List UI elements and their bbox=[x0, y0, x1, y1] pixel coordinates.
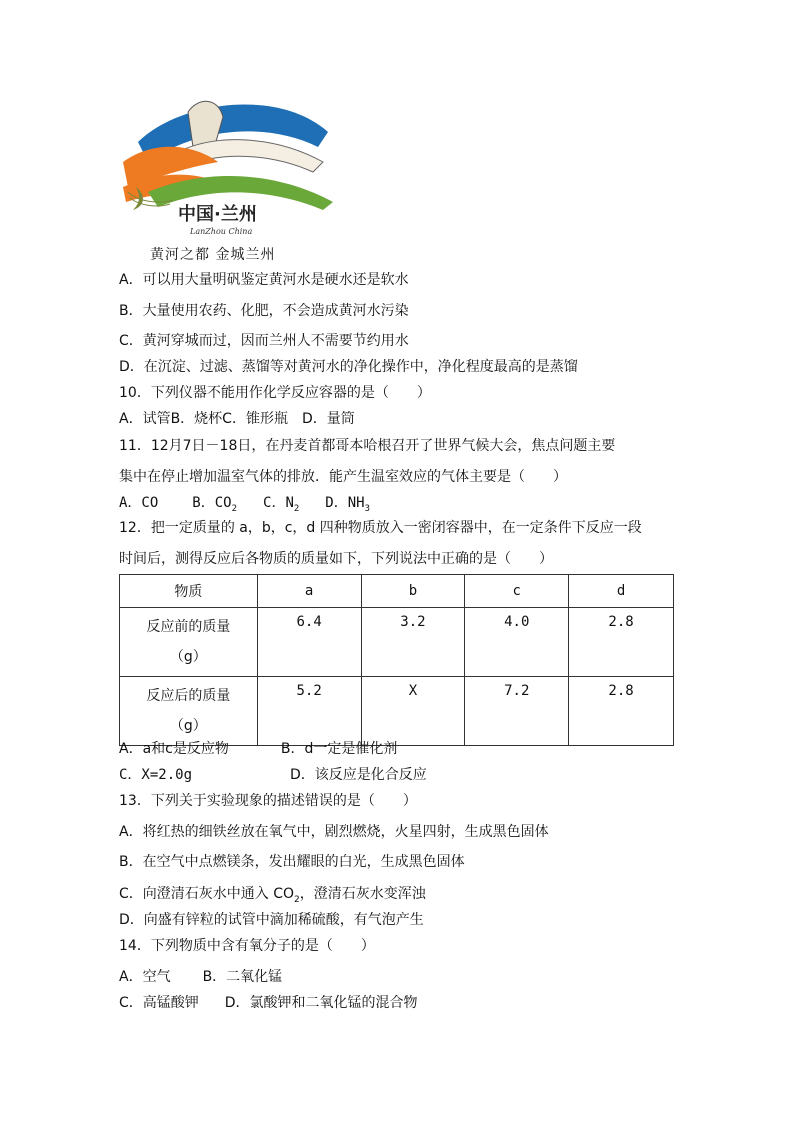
q14-option-c: C．高锰酸钾 bbox=[119, 995, 199, 1011]
q12-stem-line1: 12．把一定质量的 a，b，c，d 四种物质放入一密闭容器中，在一定条件下反应一段 bbox=[119, 520, 642, 536]
q14-stem: 14．下列物质中含有氧分子的是（ ） bbox=[119, 938, 375, 954]
q11-option-c: C．$N_2$ bbox=[263, 495, 300, 514]
q14-option-a: A．空气 bbox=[119, 969, 171, 985]
table-header-cell: c bbox=[465, 575, 569, 608]
q12-option-a: A．a和c是反应物 bbox=[119, 741, 229, 757]
q9-option-d: D．在沉淀、过滤、蒸馏等对黄河水的净化操作中，净化程度最高的是蒸馏 bbox=[119, 359, 578, 375]
q9-option-a: A．可以用大量明矾鉴定黄河水是硬水还是软水 bbox=[119, 272, 409, 288]
q12-data-table bbox=[119, 574, 674, 746]
table-row-label: 反应后的质量 （g） bbox=[120, 677, 258, 746]
q10-stem: 10．下列仪器不能用作化学反应容器的是（ ） bbox=[119, 385, 431, 401]
table-cell: 7.2 bbox=[465, 677, 569, 746]
table-header-row bbox=[120, 575, 674, 608]
table-header-cell: d bbox=[569, 575, 674, 608]
q13-option-c: C．向澄清石灰水中通入 $CO_2$，澄清石灰水变浑浊 bbox=[119, 886, 426, 905]
logo-text-cn: 中国·兰州 bbox=[178, 204, 257, 225]
table-cell: X bbox=[361, 677, 465, 746]
q14-option-d: D．氯酸钾和二氧化锰的混合物 bbox=[224, 995, 418, 1011]
q12-stem-line2: 时间后，测得反应后各物质的质量如下，下列说法中正确的是（ ） bbox=[119, 551, 553, 567]
table-cell: 2.8 bbox=[569, 677, 674, 746]
q11-option-a: A．CO bbox=[119, 495, 159, 511]
table-cell: 5.2 bbox=[257, 677, 361, 746]
table-cell: 3.2 bbox=[361, 608, 465, 677]
table-header-cell: 物质 bbox=[120, 575, 258, 608]
q11-stem-line1: 11．12月7日－18日，在丹麦首都哥本哈根召开了世界气候大会，焦点问题主要 bbox=[119, 438, 616, 454]
q10-options: A．试管B．烧杯C．锥形瓶 D．量筒 bbox=[119, 411, 355, 427]
table-header-cell: b bbox=[361, 575, 465, 608]
table-cell: 4.0 bbox=[465, 608, 569, 677]
logo-caption: 黄河之都 金城兰州 bbox=[150, 247, 276, 263]
q14-options-row1 bbox=[119, 968, 282, 986]
q12-options-row1 bbox=[119, 740, 397, 758]
table-row bbox=[120, 677, 674, 746]
q13-option-a: A．将红热的细铁丝放在氧气中，剧烈燃烧，火星四射，生成黑色固体 bbox=[119, 824, 549, 840]
q12-option-c: C．X=2.0g bbox=[119, 767, 193, 783]
q12-options-row2 bbox=[119, 766, 427, 784]
q9-option-b: B．大量使用农药、化肥，不会造成黄河水污染 bbox=[119, 303, 409, 319]
q9-option-c: C．黄河穿城而过，因而兰州人不需要节约用水 bbox=[119, 333, 409, 349]
q11-options bbox=[119, 494, 370, 512]
logo-graphic bbox=[118, 92, 338, 262]
logo-text-en: LanZhou China bbox=[190, 227, 253, 236]
lanzhou-logo bbox=[118, 92, 338, 262]
table-header-cell: a bbox=[257, 575, 361, 608]
table-cell: 2.8 bbox=[569, 608, 674, 677]
q13-option-b: B．在空气中点燃镁条，发出耀眼的白光，生成黑色固体 bbox=[119, 854, 465, 870]
q14-option-b: B．二氧化锰 bbox=[202, 969, 283, 985]
q12-option-b: B．d一定是催化剂 bbox=[280, 741, 398, 757]
q13-stem: 13．下列关于实验现象的描述错误的是（ ） bbox=[119, 793, 417, 809]
table-row-label: 反应前的质量 （g） bbox=[120, 608, 258, 677]
q11-option-d: D．$NH_3$ bbox=[325, 495, 371, 514]
q11-option-b: B．$CO_2$ bbox=[192, 495, 238, 514]
table-cell: 6.4 bbox=[257, 608, 361, 677]
q12-option-d: D．该反应是化合反应 bbox=[290, 767, 427, 783]
table-row bbox=[120, 608, 674, 677]
q14-options-row2 bbox=[119, 994, 418, 1012]
q13-option-d: D．向盛有锌粒的试管中滴加稀硫酸，有气泡产生 bbox=[119, 912, 424, 928]
q11-stem-line2: 集中在停止增加温室气体的排放．能产生温室效应的气体主要是（ ） bbox=[119, 469, 567, 485]
